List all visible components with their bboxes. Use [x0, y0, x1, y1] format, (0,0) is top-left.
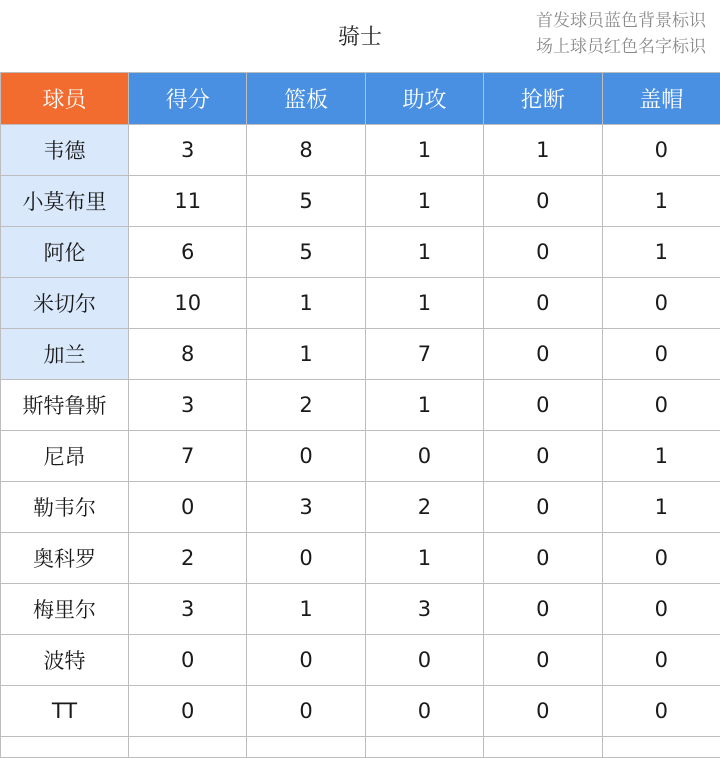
blocks-cell: 0 — [602, 125, 720, 176]
player-name-cell: 梅里尔 — [1, 584, 129, 635]
assists-cell: 3 — [365, 584, 483, 635]
blocks-cell: 1 — [602, 176, 720, 227]
table-row — [1, 584, 720, 635]
blocks-cell: 1 — [602, 482, 720, 533]
points-cell: 8 — [129, 329, 247, 380]
table-row — [1, 227, 720, 278]
steals-cell: 0 — [484, 329, 602, 380]
column-header-blocks: 盖帽 — [602, 73, 720, 125]
rebounds-cell: 5 — [247, 227, 365, 278]
rebounds-cell: 5 — [247, 176, 365, 227]
blocks-cell: 1 — [602, 431, 720, 482]
points-cell: 0 — [129, 635, 247, 686]
stats-body — [1, 125, 720, 758]
player-name-cell: 韦德 — [1, 125, 129, 176]
steals-cell: 0 — [484, 431, 602, 482]
player-name-cell: 米切尔 — [1, 278, 129, 329]
partial-cell — [129, 737, 247, 758]
rebounds-cell: 8 — [247, 125, 365, 176]
steals-cell: 1 — [484, 125, 602, 176]
column-header-steals: 抢断 — [484, 73, 602, 125]
column-header-rebounds: 篮板 — [247, 73, 365, 125]
rebounds-cell: 0 — [247, 635, 365, 686]
blocks-cell: 0 — [602, 533, 720, 584]
partial-cell — [365, 737, 483, 758]
table-row — [1, 125, 720, 176]
partial-cell — [247, 737, 365, 758]
steals-cell: 0 — [484, 482, 602, 533]
player-name-cell: 斯特鲁斯 — [1, 380, 129, 431]
points-cell: 10 — [129, 278, 247, 329]
assists-cell: 0 — [365, 635, 483, 686]
steals-cell: 0 — [484, 686, 602, 737]
rebounds-cell: 1 — [247, 278, 365, 329]
steals-cell: 0 — [484, 278, 602, 329]
assists-cell: 0 — [365, 431, 483, 482]
points-cell: 2 — [129, 533, 247, 584]
rebounds-cell: 3 — [247, 482, 365, 533]
table-row-partial — [1, 737, 720, 758]
player-name-cell: 阿伦 — [1, 227, 129, 278]
points-cell: 0 — [129, 482, 247, 533]
blocks-cell: 1 — [602, 227, 720, 278]
table-row — [1, 380, 720, 431]
partial-cell — [602, 737, 720, 758]
stats-table — [0, 72, 720, 758]
table-row — [1, 176, 720, 227]
steals-cell: 0 — [484, 380, 602, 431]
team-title: 骑士 — [0, 20, 720, 51]
legend-note — [536, 8, 706, 60]
rebounds-cell: 0 — [247, 533, 365, 584]
points-cell: 11 — [129, 176, 247, 227]
rebounds-cell: 0 — [247, 431, 365, 482]
column-header-assists: 助攻 — [365, 73, 483, 125]
blocks-cell: 0 — [602, 329, 720, 380]
points-cell: 3 — [129, 125, 247, 176]
assists-cell: 1 — [365, 125, 483, 176]
player-name-cell: 奥科罗 — [1, 533, 129, 584]
assists-cell: 1 — [365, 380, 483, 431]
assists-cell: 1 — [365, 176, 483, 227]
blocks-cell: 0 — [602, 686, 720, 737]
assists-cell: 1 — [365, 278, 483, 329]
table-row — [1, 533, 720, 584]
points-cell: 7 — [129, 431, 247, 482]
assists-cell: 1 — [365, 533, 483, 584]
assists-cell: 7 — [365, 329, 483, 380]
blocks-cell: 0 — [602, 584, 720, 635]
player-name-cell: 波特 — [1, 635, 129, 686]
assists-cell: 2 — [365, 482, 483, 533]
column-header-player: 球员 — [1, 73, 129, 125]
column-header-points: 得分 — [129, 73, 247, 125]
legend-starter-note: 首发球员蓝色背景标识 — [536, 8, 706, 34]
table-row — [1, 278, 720, 329]
points-cell: 3 — [129, 584, 247, 635]
table-row — [1, 431, 720, 482]
blocks-cell: 0 — [602, 380, 720, 431]
player-name-cell: TT — [1, 686, 129, 737]
steals-cell: 0 — [484, 176, 602, 227]
rebounds-cell: 1 — [247, 584, 365, 635]
table-header-row — [1, 73, 720, 125]
blocks-cell: 0 — [602, 278, 720, 329]
rebounds-cell: 1 — [247, 329, 365, 380]
steals-cell: 0 — [484, 227, 602, 278]
partial-cell — [1, 737, 129, 758]
blocks-cell: 0 — [602, 635, 720, 686]
page-header — [0, 0, 720, 72]
rebounds-cell: 0 — [247, 686, 365, 737]
assists-cell: 1 — [365, 227, 483, 278]
points-cell: 3 — [129, 380, 247, 431]
points-cell: 0 — [129, 686, 247, 737]
table-row — [1, 686, 720, 737]
steals-cell: 0 — [484, 635, 602, 686]
rebounds-cell: 2 — [247, 380, 365, 431]
player-name-cell: 小莫布里 — [1, 176, 129, 227]
partial-cell — [484, 737, 602, 758]
legend-oncourt-note: 场上球员红色名字标识 — [536, 34, 706, 60]
steals-cell: 0 — [484, 584, 602, 635]
player-name-cell: 尼昂 — [1, 431, 129, 482]
player-name-cell: 加兰 — [1, 329, 129, 380]
assists-cell: 0 — [365, 686, 483, 737]
player-name-cell: 勒韦尔 — [1, 482, 129, 533]
steals-cell: 0 — [484, 533, 602, 584]
table-row — [1, 635, 720, 686]
table-row — [1, 329, 720, 380]
table-row — [1, 482, 720, 533]
points-cell: 6 — [129, 227, 247, 278]
